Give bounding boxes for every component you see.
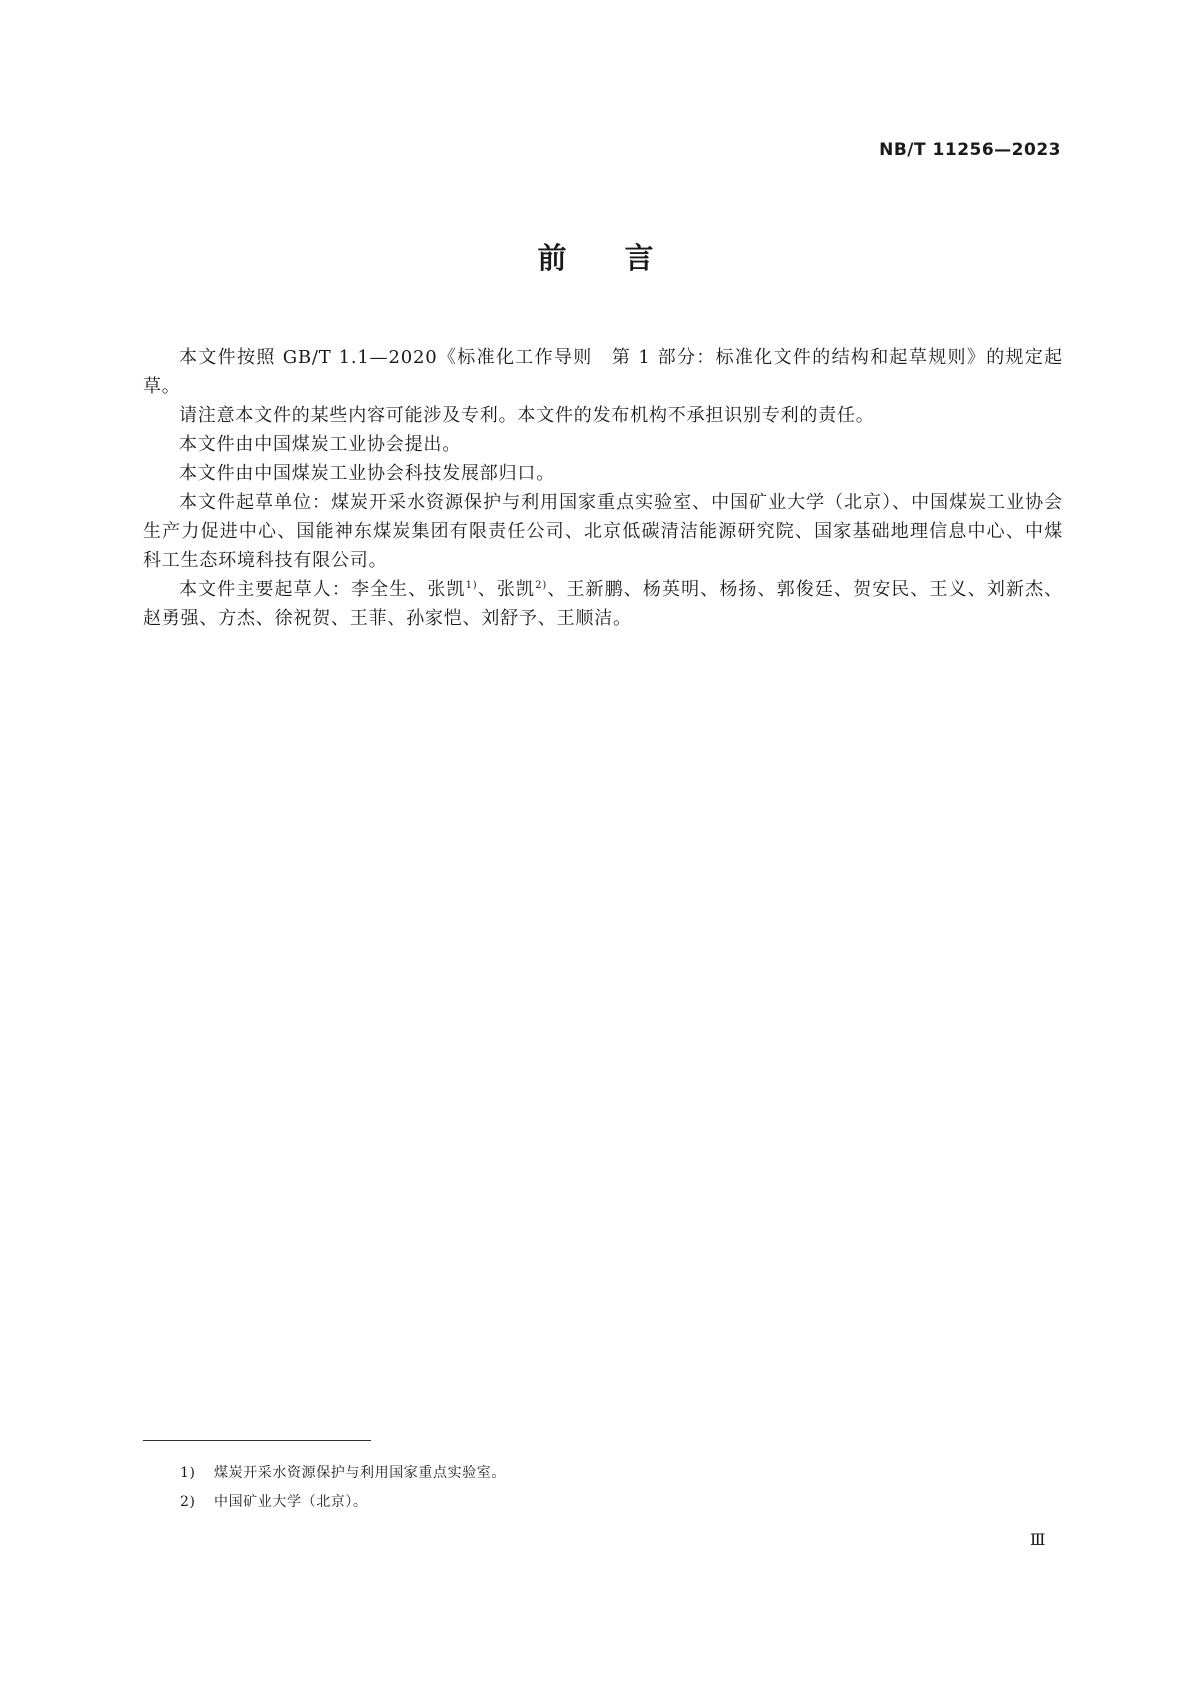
footnote-text: 煤炭开采水资源保护与利用国家重点实验室。 bbox=[214, 1465, 506, 1481]
paragraph-centralized-unit: 本文件由中国煤炭工业协会科技发展部归口。 bbox=[179, 463, 555, 484]
footnote-number: 1) bbox=[180, 1465, 196, 1481]
footnote-ref-2: 2) bbox=[535, 580, 548, 591]
footnote-2 bbox=[180, 1488, 506, 1517]
footnote-1 bbox=[180, 1459, 506, 1488]
page-number: Ⅲ bbox=[1030, 1530, 1046, 1549]
footnotes bbox=[180, 1459, 506, 1517]
page-title: 前言 bbox=[537, 241, 712, 275]
paragraph-drafting-units: 本文件起草单位：煤炭开采水资源保护与利用国家重点实验室、中国矿业大学（北京）、中国煤炭工业协会生产力促进中心、国能神东煤炭集团有限责任公司、北京低碳清洁能源研究院、国家基础地理信息中心、中煤科工生态环境科技有限公司。 bbox=[143, 492, 1063, 571]
paragraph-proposer: 本文件由中国煤炭工业协会提出。 bbox=[179, 434, 461, 455]
drafters-tail: 、王新鹏、杨英明、杨扬、郭俊廷、贺安民、王义、刘新杰、赵勇强、方杰、徐祝贺、王菲、孙家恺、刘舒予、王顺洁。 bbox=[143, 579, 1063, 629]
paragraph-patent-notice: 请注意本文件的某些内容可能涉及专利。本文件的发布机构不承担识别专利的责任。 bbox=[179, 405, 875, 426]
paragraph-drafting-rules: 本文件按照 GB/T 1.1—2020《标准化工作导则 第 1 部分：标准化文件的结构和起草规则》的规定起草。 bbox=[143, 347, 1063, 397]
footnote-text: 中国矿业大学（北京）。 bbox=[214, 1494, 368, 1510]
footnote-ref-1: 1) bbox=[465, 580, 478, 591]
paragraph-drafters bbox=[143, 575, 1063, 633]
foreword-body bbox=[143, 343, 1063, 633]
footnote-divider bbox=[143, 1440, 371, 1441]
drafters-mid: 、张凯 bbox=[477, 579, 536, 600]
drafters-lead: 本文件主要起草人：李全生、张凯 bbox=[179, 579, 466, 600]
document-code: NB/T 11256—2023 bbox=[879, 140, 1061, 160]
footnote-number: 2) bbox=[180, 1494, 196, 1510]
